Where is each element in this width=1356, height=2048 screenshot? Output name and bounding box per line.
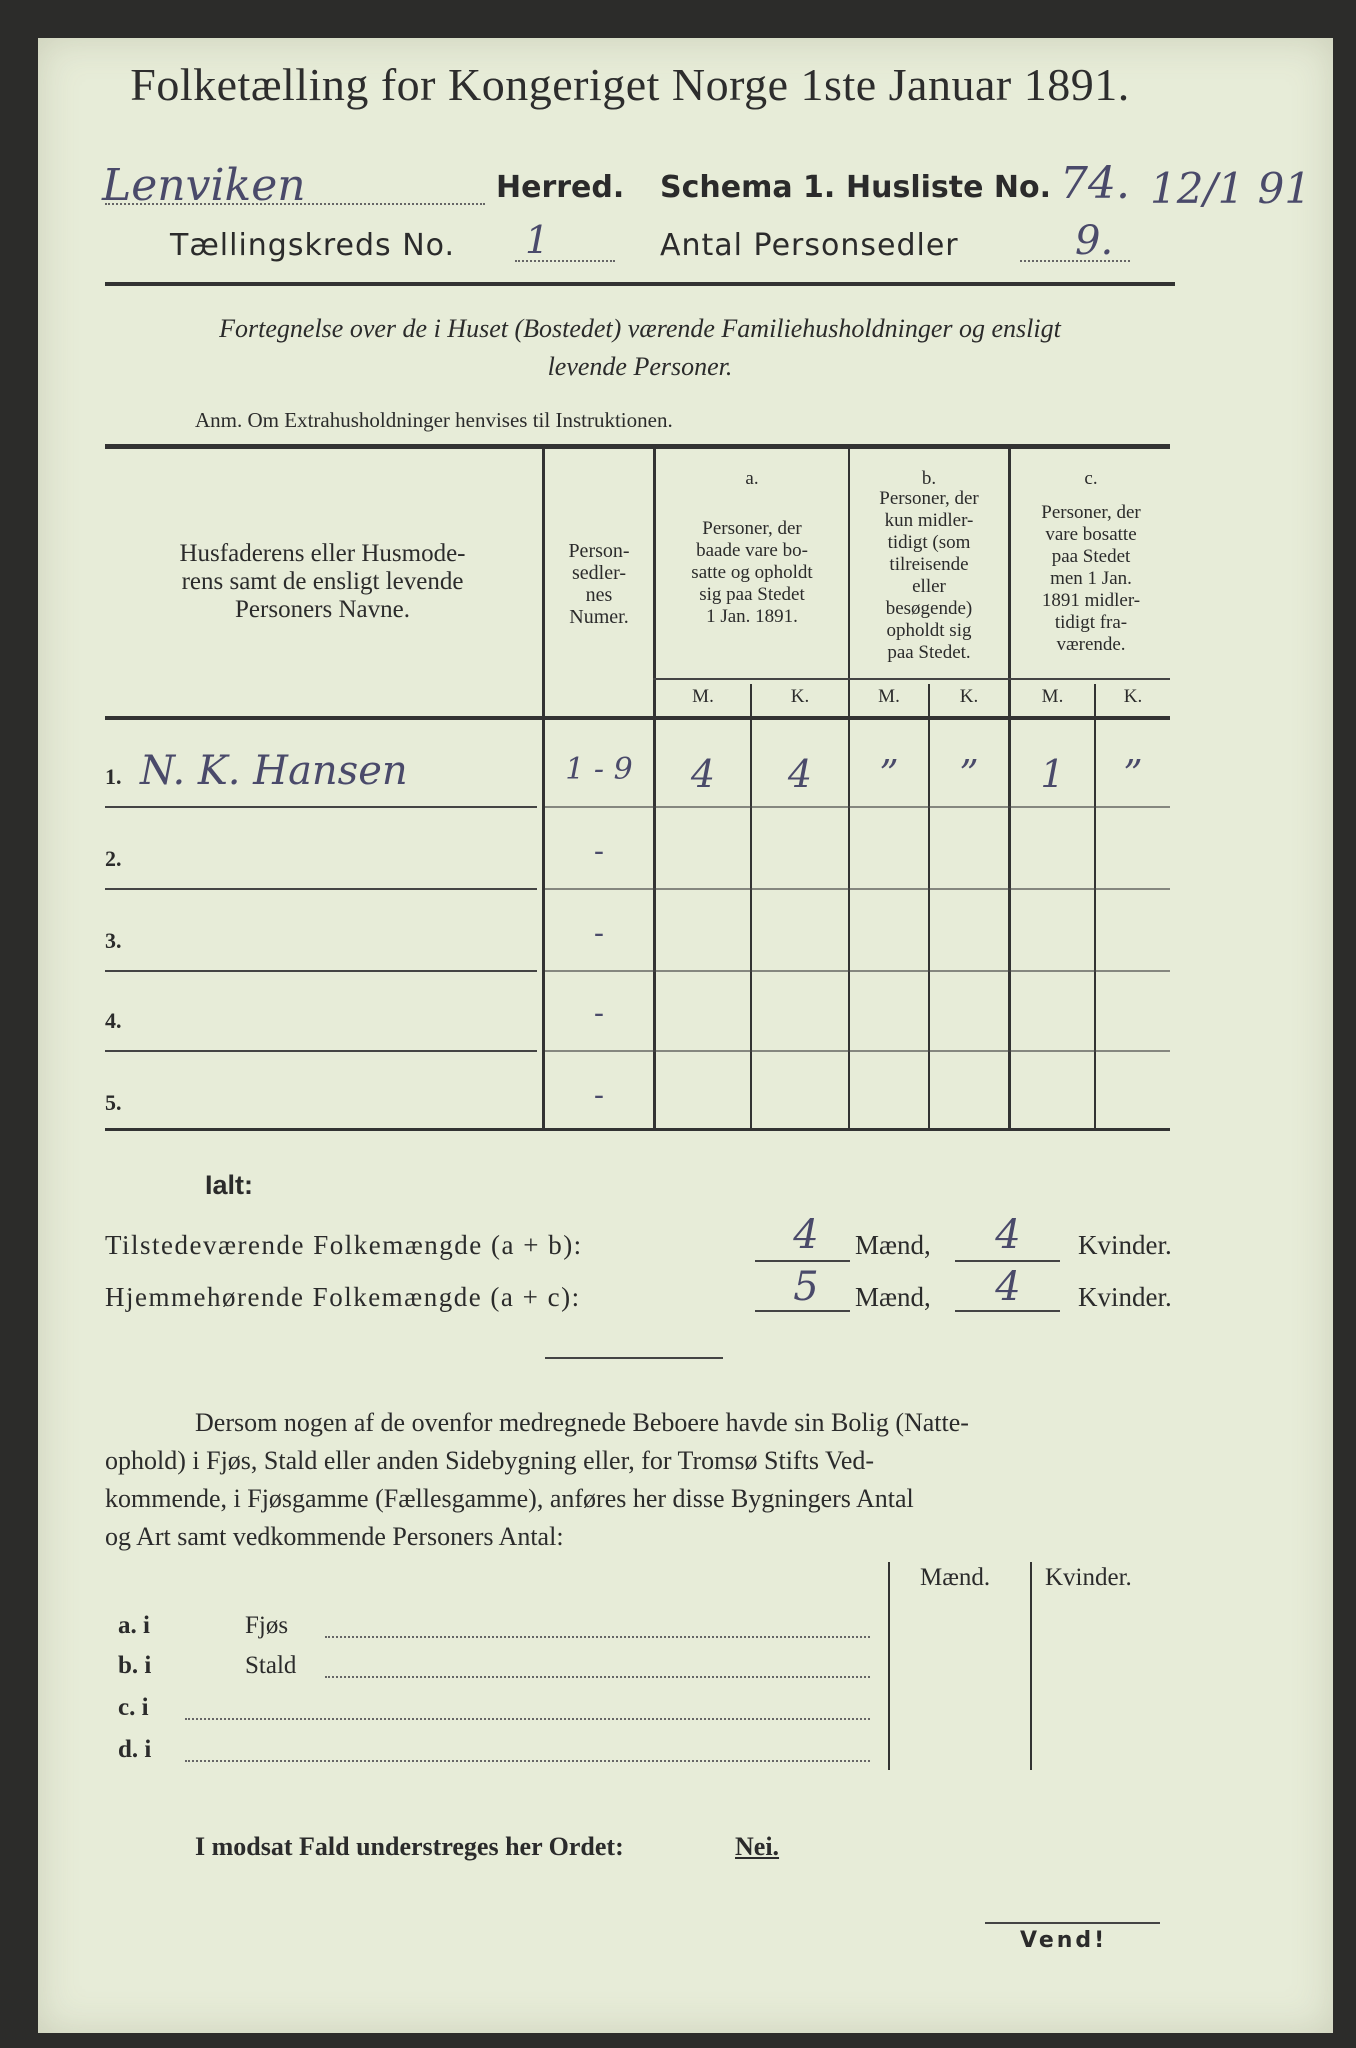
hjem-kvinder-value: 4	[995, 1264, 1021, 1310]
header-b-line8: paa Stedet.	[887, 642, 971, 663]
header-numer-line1: Person-	[568, 540, 630, 562]
c-k-label: K.	[1123, 686, 1143, 707]
row-rule	[105, 1050, 537, 1052]
row-name: N. K. Hansen	[140, 748, 408, 794]
building-row-dotline	[185, 1760, 870, 1762]
header-c-line3: paa Stedet	[1051, 546, 1131, 567]
row-rule-data	[545, 970, 1170, 972]
c-m-label: M.	[1041, 686, 1064, 707]
buildings-p3: kommende, i Fjøsgamme (Fællesgamme), anføres her disse Bygningers Antal	[105, 1484, 914, 1513]
cell-c-k: ”	[1123, 752, 1143, 796]
ialt-label: Ialt:	[205, 1170, 254, 1200]
building-row-letter: a. i	[118, 1612, 150, 1639]
header-a-line3: satte og opholdt	[691, 562, 813, 583]
vend-label: Vend!	[1020, 1928, 1108, 1953]
col-divider-b-mk	[928, 684, 930, 1128]
b-k-label: K.	[959, 686, 979, 707]
antal-dotline	[1020, 260, 1130, 262]
row-rule	[105, 806, 537, 808]
antal-value: 9.	[1075, 218, 1114, 264]
hjem-kvinder-line	[955, 1310, 1060, 1312]
section-separator	[545, 1357, 723, 1359]
header-a-line5: 1 Jan. 1891.	[706, 606, 798, 627]
header-b-line3: tidigt (som	[887, 532, 971, 553]
header-numer-line4: Numer.	[569, 606, 629, 628]
header-b	[850, 488, 1008, 664]
header-names-line3: Personers Navne.	[235, 596, 410, 623]
row-rule	[105, 970, 537, 972]
buildings-maend-head: Mænd.	[920, 1564, 991, 1591]
tilst-kvinder-line	[955, 1260, 1060, 1262]
header-a-line2: baade vare bo-	[696, 540, 808, 561]
header-a-line4: sig paa Stedet	[699, 584, 805, 605]
building-row-letter: d. i	[118, 1736, 152, 1763]
kreds-value: 1	[525, 218, 550, 262]
building-row-dotline	[325, 1676, 870, 1678]
kreds-label: Tællingskreds No.	[170, 228, 455, 263]
building-row-label: Fjøs	[245, 1612, 289, 1639]
header-names-line2: rens samt de ensligt levende	[181, 568, 464, 595]
date-value: 12/1 91	[1150, 164, 1312, 213]
header-numer	[545, 540, 653, 628]
hjem-maend-value: 5	[793, 1264, 819, 1310]
row-number: 1.	[105, 764, 122, 789]
tilst-kvinder-label: Kvinder.	[1078, 1230, 1172, 1260]
header-c-line7: værende.	[1056, 634, 1126, 655]
building-row-label: Stald	[245, 1652, 297, 1679]
header-rule	[105, 282, 1175, 286]
cell-numer: -	[593, 1078, 605, 1113]
anm-note: Anm. Om Extrahusholdninger henvises til Instruktionen.	[195, 408, 673, 432]
header-b-line7: opholdt sig	[886, 620, 972, 641]
row-number: 3.	[105, 928, 122, 953]
header-names-line1: Husfaderens eller Husmode-	[179, 540, 466, 567]
header-c-line1: Personer, der	[1041, 502, 1141, 523]
hjem-maend-label: Mænd,	[855, 1282, 931, 1312]
row-number: 2.	[105, 846, 122, 871]
herred-value: Lenviken	[102, 160, 306, 211]
nei-word: Nei.	[735, 1832, 780, 1861]
tilst-maend-value: 4	[793, 1212, 819, 1258]
header-c	[1011, 502, 1171, 656]
building-row-dotline	[185, 1718, 870, 1720]
building-row-letter: c. i	[118, 1694, 149, 1721]
tilst-label: Tilstedeværende Folkemængde (a + b):	[105, 1230, 583, 1260]
header-b-line6: besøgende)	[885, 598, 973, 619]
mk-header-rule	[653, 678, 1170, 680]
cell-a-m: 4	[690, 752, 716, 796]
form-title: Folketælling for Kongeriget Norge 1ste Januar 1891.	[130, 59, 1130, 110]
header-b-line1: Personer, der	[879, 488, 979, 509]
intro-line1: Fortegnelse over de i Huset (Bostedet) værende Familiehusholdninger og ensligt	[219, 314, 1061, 343]
header-numer-line3: nes	[585, 584, 613, 606]
cell-numer: -	[593, 916, 605, 951]
building-row-letter: b. i	[118, 1652, 152, 1679]
buildings-divider-2	[1030, 1562, 1032, 1770]
tilst-maend-label: Mænd,	[855, 1230, 931, 1260]
schema-label: Schema 1.	[660, 170, 836, 205]
header-a-line1: Personer, der	[702, 518, 802, 539]
row-number: 4.	[105, 1008, 122, 1033]
b-m-label: M.	[878, 686, 900, 707]
col-divider-a-mk	[750, 684, 752, 1128]
hjem-maend-line	[755, 1310, 850, 1312]
herred-label: Herred.	[496, 170, 625, 205]
buildings-p1: Dersom nogen af de ovenfor medregnede Beboere havde sin Bolig (Natte-	[195, 1408, 969, 1437]
cell-numer: -	[593, 996, 605, 1031]
husliste-label: Husliste No.	[846, 170, 1051, 205]
antal-label: Antal Personsedler	[660, 228, 959, 263]
header-c-letter: c.	[1084, 468, 1098, 489]
cell-b-m: ”	[879, 752, 899, 796]
husliste-value: 74.	[1060, 158, 1130, 209]
header-b-letter: b.	[921, 468, 937, 489]
buildings-p2: ophold) i Fjøs, Stald eller anden Sidebygning eller, for Tromsø Stifts Ved-	[105, 1446, 875, 1475]
buildings-kvinder-head: Kvinder.	[1045, 1564, 1132, 1591]
cell-b-k: ”	[959, 752, 979, 796]
building-row-dotline	[325, 1636, 870, 1638]
cell-a-k: 4	[787, 752, 813, 796]
header-c-line4: men 1 Jan.	[1050, 568, 1132, 589]
row-rule-data	[545, 1050, 1170, 1052]
buildings-p4: og Art samt vedkommende Personers Antal:	[105, 1522, 564, 1551]
row-rule	[105, 888, 537, 890]
header-c-line5: 1891 midler-	[1041, 590, 1141, 611]
cell-numer: -	[593, 834, 605, 869]
header-b-line4: tilreisende	[889, 554, 969, 575]
header-a-letter: a.	[745, 468, 759, 489]
buildings-divider-1	[888, 1562, 890, 1770]
herred-dotline	[105, 203, 485, 205]
hjem-label: Hjemmehørende Folkemængde (a + c):	[105, 1282, 581, 1312]
header-c-line6: tidigt fra-	[1054, 612, 1128, 633]
header-c-line2: vare bosatte	[1045, 524, 1137, 545]
row-rule-data	[545, 888, 1170, 890]
header-b-line2: kun midler-	[884, 510, 974, 531]
row-number: 5.	[105, 1090, 122, 1115]
a-m-label: M.	[692, 686, 714, 707]
row-rule-data	[545, 806, 1170, 808]
tilst-maend-line	[755, 1260, 850, 1262]
col-divider-c-mk	[1094, 684, 1096, 1128]
a-k-label: K.	[790, 686, 810, 707]
header-numer-line2: sedler-	[571, 562, 626, 584]
header-b-line5: eller	[912, 576, 946, 597]
kreds-dotline	[515, 260, 615, 262]
modsat-label: I modsat Fald understreges her Ordet:	[195, 1832, 624, 1861]
cell-c-m: 1	[1040, 752, 1065, 796]
header-names	[110, 540, 535, 624]
header-a	[656, 518, 848, 628]
intro-line2: levende Personer.	[547, 352, 733, 381]
tilst-kvinder-value: 4	[995, 1212, 1021, 1258]
vend-rule	[985, 1922, 1160, 1924]
hjem-kvinder-label: Kvinder.	[1078, 1282, 1172, 1312]
cell-numer: 1 - 9	[565, 752, 633, 787]
